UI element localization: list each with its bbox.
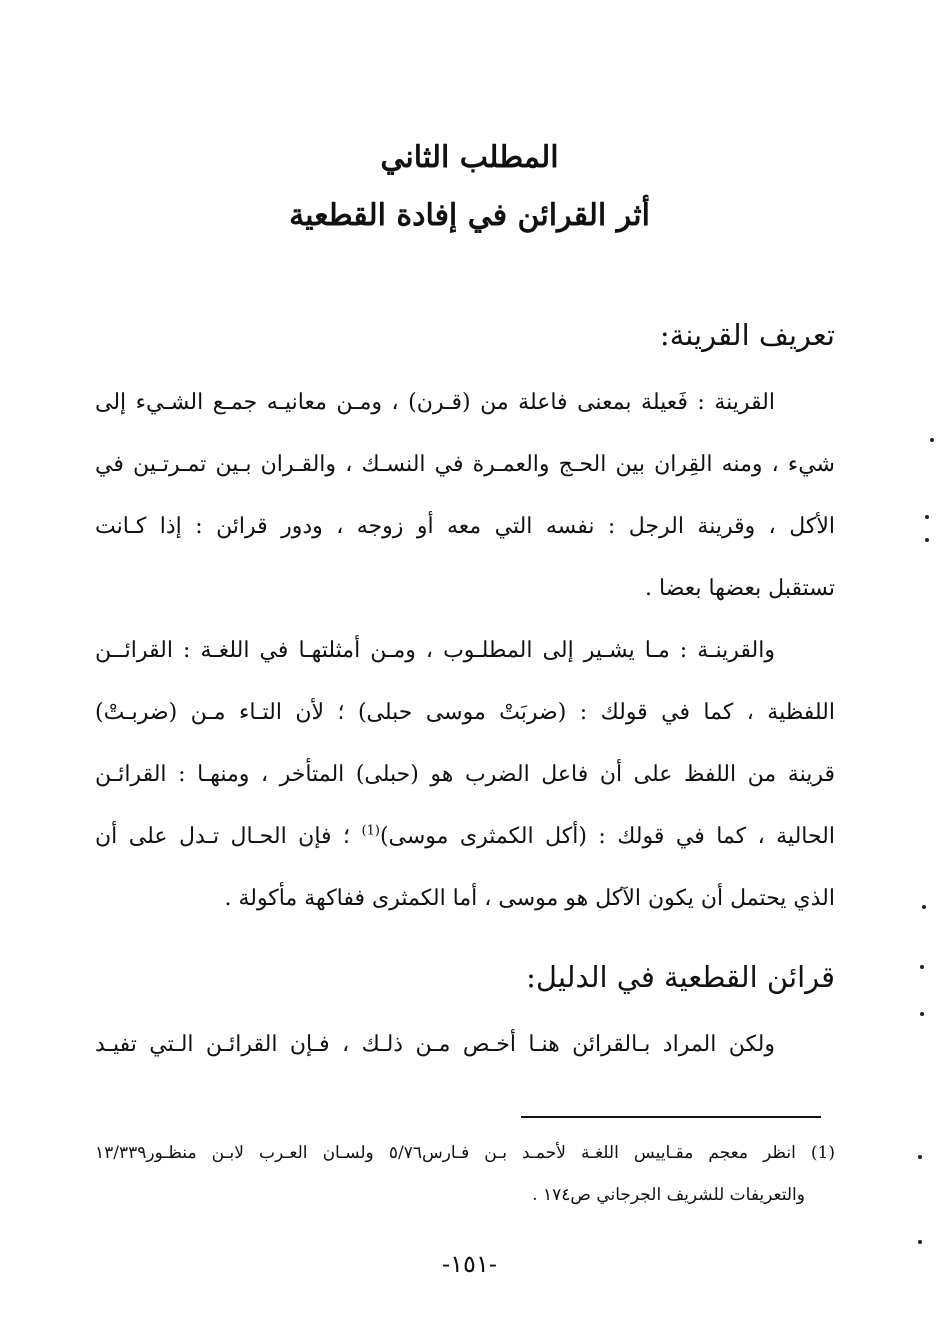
chapter-label: المطلب الثاني xyxy=(380,140,559,175)
paragraph-examples xyxy=(95,620,835,930)
scan-speck xyxy=(918,1240,922,1244)
text-line: قرينة من اللفظ على أن فاعل الضرب هو (حبلى) المتأخر ، ومنهـا : القرائـن xyxy=(95,762,835,787)
paragraph-qarain xyxy=(95,1014,835,1076)
section-heading-definition: تعريف القرينة: xyxy=(659,318,835,352)
text-line: اللفظية ، كما في قولك : (ضربَتْ موسى حبلى) ؛ لأن التـاء مـن (ضربـتْ) xyxy=(95,700,835,725)
scan-speck xyxy=(922,905,926,909)
paragraph-definition xyxy=(95,372,835,620)
scan-speck xyxy=(920,965,924,969)
text-line-with-footnote xyxy=(95,806,835,868)
text-segment: ؛ فإن الحـال تـدل على أن xyxy=(95,824,351,849)
text-line: الأكل ، وقرينة الرجل : نفسه التي معه أو زوجه ، ودور قرائن : إذا كـانت xyxy=(95,514,835,539)
text-line: شيء ، ومنه القِران بين الحـج والعمـرة في النسـك ، والقـران بـين تمـرتـين في xyxy=(95,452,835,477)
text-line: ولكن المراد بـالقرائن هنـا أخـص مـن ذلـك ، فـإن القرائـن الـتي تفيـد xyxy=(95,1032,775,1057)
text-line: والقرينـة : مـا يشـير إلى المطلـوب ، ومـن أمثلتهـا في اللغـة : القرائــن xyxy=(95,638,775,663)
footnote-marker: (1) xyxy=(361,823,380,839)
text-line: تستقبل بعضها بعضا . xyxy=(645,576,835,601)
footnote-line: والتعريفات للشريف الجرجاني ص١٧٤ . xyxy=(532,1185,805,1205)
text-segment: الحالية ، كما في قولك : (أكل الكمثرى موسى) xyxy=(379,824,835,849)
footnote-divider xyxy=(521,1116,821,1118)
scan-speck xyxy=(925,515,929,519)
section-heading-qarain: قرائن القطعية في الدليل: xyxy=(526,960,835,994)
scan-speck xyxy=(930,438,934,442)
text-line: القرينة : فَعيلة بمعنى فاعلة من (قـرن) ، ومـن معانيـه جمـع الشـيء إلى xyxy=(95,390,775,415)
scan-speck xyxy=(920,1012,924,1016)
footnote-line: (1) انظر معجم مقـاييس اللغـة لأحمـد بـن فـارس٥/٧٦ ولسـان العـرب لابـن منظـور١٣/٣٣٩ xyxy=(95,1143,835,1163)
page-number: -١٥١- xyxy=(442,1250,497,1278)
scan-speck xyxy=(918,1155,922,1159)
chapter-title: أثر القرائن في إفادة القطعية xyxy=(289,198,650,233)
text-line: الذي يحتمل أن يكون الآكل هو موسى ، أما الكمثرى ففاكهة مأكولة . xyxy=(224,886,835,911)
scan-speck xyxy=(925,538,929,542)
footnote xyxy=(95,1132,835,1216)
